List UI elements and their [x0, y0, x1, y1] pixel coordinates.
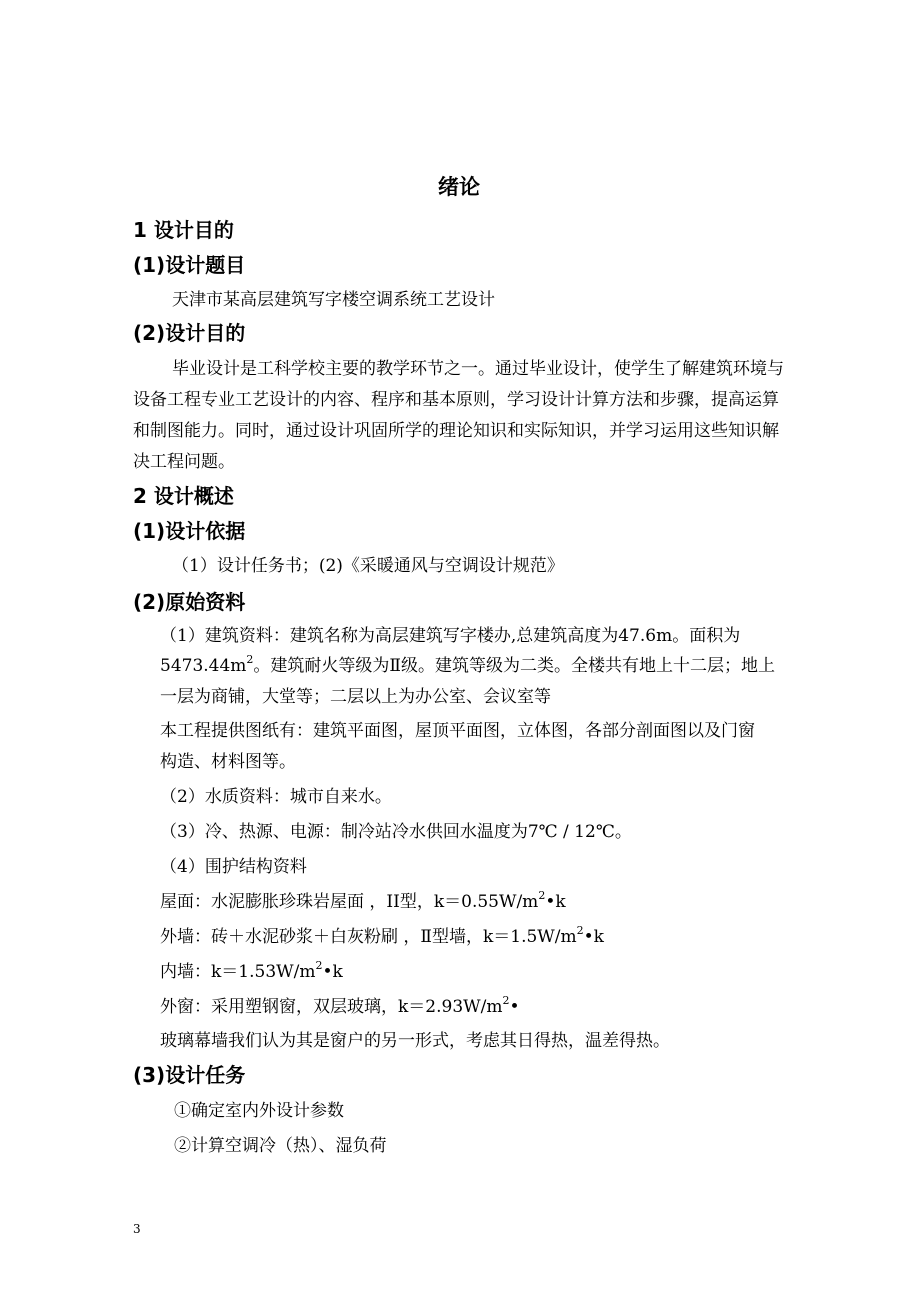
building-data-line-1: （1）建筑资料：建筑名称为高层建筑写字楼办,总建筑高度为47.6m。面积为: [160, 626, 741, 646]
design-topic-text: 天津市某高层建筑写字楼空调系统工艺设计: [172, 290, 495, 310]
superscript-2: 2: [502, 994, 510, 1007]
roof-text-main: 屋面：水泥膨胀珍珠岩屋面 ，II型，k＝0.55W/m: [160, 892, 539, 912]
inner-wall-text-unit: •k: [322, 962, 343, 982]
inner-wall-text: [160, 961, 343, 983]
curtain-wall-text: 玻璃幕墙我们认为其是窗户的另一形式，考虑其日得热，温差得热。: [160, 1031, 670, 1051]
roof-text: [160, 891, 566, 913]
roof-text-unit: •k: [545, 892, 566, 912]
area-value: 5473.44m: [160, 656, 247, 676]
building-data-line-2-rest: 。建筑耐火等级为Ⅱ级。建筑等级为二类。全楼共有地上十二层；地上: [253, 656, 775, 676]
window-text-unit: •: [509, 997, 520, 1017]
outer-wall-text-main: 外墙：砖＋水泥砂浆＋白灰粉刷 ，Ⅱ型墙，k＝1.5W/m: [160, 927, 577, 947]
subheading-design-tasks: (3)设计任务: [133, 1063, 246, 1087]
page-number: 3: [133, 1222, 141, 1236]
window-text-main: 外窗：采用塑钢窗，双层玻璃，k＝2.93W/m: [160, 997, 503, 1017]
section-heading-design-overview: 2 设计概述: [133, 484, 234, 508]
design-goal-line-2: 设备工程专业工艺设计的内容、程序和基本原则，学习设计计算方法和步骤，提高运算: [133, 390, 779, 410]
drawings-line-1: 本工程提供图纸有：建筑平面图，屋顶平面图，立体图，各部分剖面图以及门窗: [160, 721, 755, 741]
superscript-2: 2: [315, 959, 323, 972]
energy-source-text: （3）冷、热源、电源：制冷站冷水供回水温度为7℃ / 12℃。: [160, 822, 632, 842]
subheading-design-topic: (1)设计题目: [133, 253, 246, 277]
outer-wall-text: [160, 926, 604, 948]
superscript-2: 2: [538, 889, 546, 902]
building-data-line-2: [160, 655, 775, 677]
water-quality-text: （2）水质资料：城市自来水。: [160, 787, 392, 807]
page-title: 绪论: [438, 175, 480, 199]
section-heading-design-purpose: 1 设计目的: [133, 218, 234, 242]
superscript-2: 2: [246, 653, 254, 666]
subheading-design-basis: (1)设计依据: [133, 519, 246, 543]
task-item-1: ①确定室内外设计参数: [174, 1101, 344, 1121]
subheading-design-goal: (2)设计目的: [133, 321, 246, 345]
drawings-line-2: 构造、材料图等。: [160, 752, 296, 772]
building-data-line-3: 一层为商铺，大堂等；二层以上为办公室、会议室等: [160, 687, 551, 707]
design-goal-line-1: 毕业设计是工科学校主要的教学环节之一。通过毕业设计，使学生了解建筑环境与: [172, 359, 784, 379]
design-goal-line-3: 和制图能力。同时，通过设计巩固所学的理论知识和实际知识，并学习运用这些知识解: [133, 421, 779, 441]
design-basis-text: （1）设计任务书；(2)《采暖通风与空调设计规范》: [172, 556, 564, 576]
design-goal-line-4: 决工程问题。: [133, 452, 235, 472]
subheading-original-data: (2)原始资料: [133, 590, 246, 614]
outer-wall-text-unit: •k: [583, 927, 604, 947]
task-item-2: ②计算空调冷（热）、湿负荷: [174, 1136, 387, 1156]
envelope-heading: （4）围护结构资料: [160, 857, 307, 877]
inner-wall-text-main: 内墙：k＝1.53W/m: [160, 962, 316, 982]
superscript-2: 2: [576, 924, 584, 937]
window-text: [160, 996, 520, 1018]
